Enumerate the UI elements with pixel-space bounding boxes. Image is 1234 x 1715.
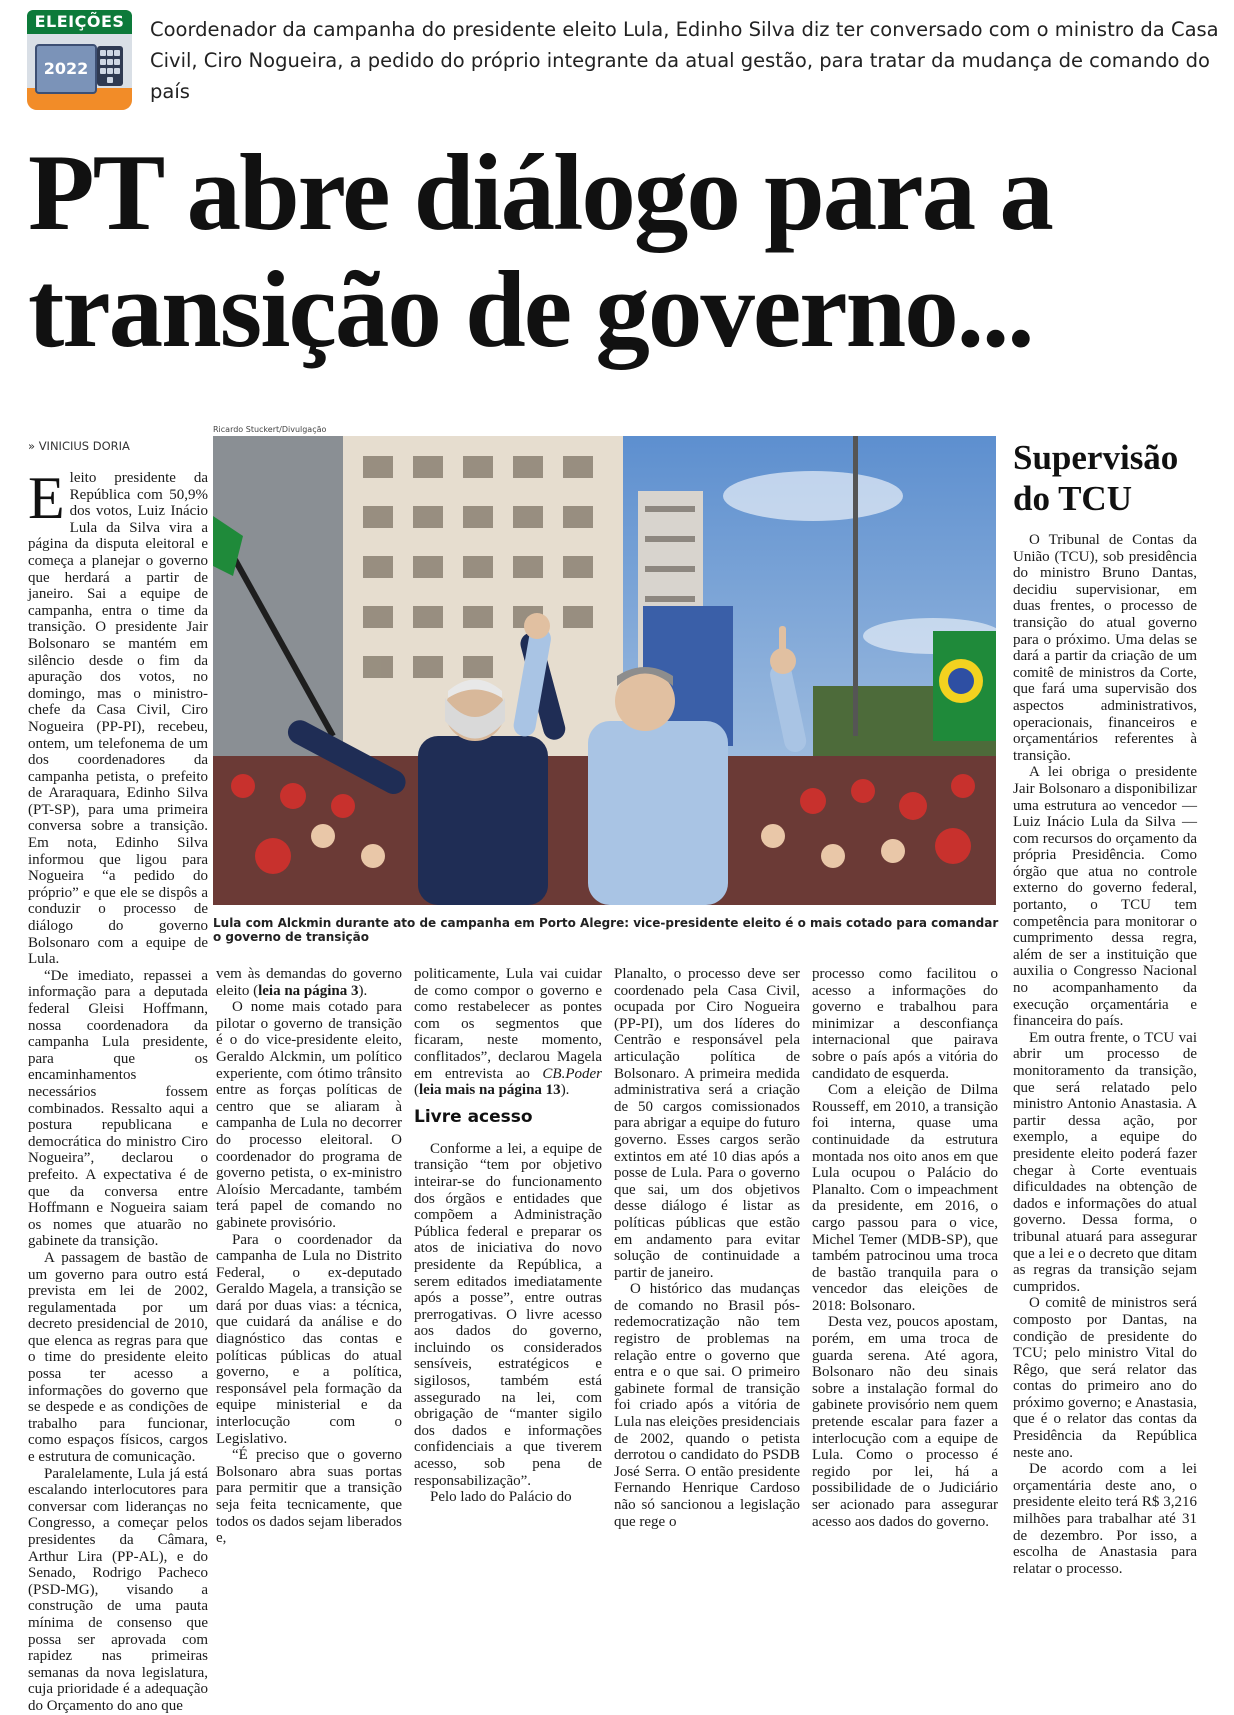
sidebar-paragraph: Em outra frente, o TCU vai abrir um processo de monitoramento da transição, que será relatado pelo ministro Antonio Anastasia. A partir dessa ação, por exemplo, a equipe do presidente eleito poderá fazer chegar à Corte eventuais dificuldades na obtenção de dados e informações do atual governo. Dessa forma, o tribunal atuará para assegurar que a lei e o decreto que ditam as regras da transição sejam cumpridos. bbox=[1013, 1029, 1197, 1295]
article-paragraph: O nome mais cotado para pilotar o governo de transição é o do vice-presidente eleito, Geraldo Alckmin, um político experiente, com ótimo trânsito entre as forças políticas de centro que se aliaram à campanha de Lula no decorrer do processo eleitoral. O coordenador do programa de governo petista, o ex-ministro Aloísio Mercadante, também terá papel de comando no gabinete provisório. bbox=[216, 999, 402, 1231]
article-paragraph: “É preciso que o governo Bolsonaro abra suas portas para permitir que a transição seja feita tecnicamente, que todos os dados sejam liberados e, bbox=[216, 1447, 402, 1547]
photo-credit: Ricardo Stuckert/Divulgação bbox=[213, 425, 327, 434]
article-column-2 bbox=[216, 966, 402, 1547]
sidebar-body bbox=[1013, 532, 1197, 1577]
article-column-3 bbox=[414, 966, 602, 1506]
article-column-5 bbox=[812, 966, 998, 1530]
article-paragraph: vem às demandas do governo eleito (leia na página 3). bbox=[216, 966, 402, 999]
badge-label: ELEIÇÕES bbox=[27, 10, 132, 34]
headline-line-1: PT abre diálogo para a bbox=[28, 132, 1052, 253]
drop-cap: E bbox=[28, 465, 65, 531]
elections-2022-badge bbox=[27, 10, 132, 110]
article-paragraph: Eleito presidente da República com 50,9% dos votos, Luiz Inácio Lula da Silva vira a página da disputa eleitoral e começa a planejar o governo que herdará a partir de janeiro. Sai a equipe de campanha, entra o time da transição. O presidente Jair Bolsonaro se mantém em silêncio desde o fim da apuração dos votos, no domingo, mas o ministro-chefe da Casa Civil, Ciro Nogueira (PP-PI), recebeu, ontem, um telefonema de um dos coordenadores da campanha petista, o prefeito de Araraquara, Edinho Silva (PT-SP), para uma primeira conversa sobre a transição. Em nota, Edinho Silva informou que ligou para Nogueira “a pedido do próprio” e que ele se dispôs a conduzir o processo de diálogo do governo Bolsonaro com a equipe de Lula. bbox=[28, 465, 208, 968]
article-paragraph: A passagem de bastão de um governo para outro está prevista em lei de 2002, regulamentada por um decreto presidencial de 2010, que elenca as regras para que o time do presidente eleito possa ter acesso a informações do governo que se despede e as condições de trabalho para funcionar, como espaços físicos, cargos e estrutura de comunicação. bbox=[28, 1249, 208, 1466]
photo-caption: Lula com Alckmin durante ato de campanha em Porto Alegre: vice-presidente eleito é o mais cotado para comandar o governo de transição bbox=[213, 916, 999, 944]
article-paragraph: Pelo lado do Palácio do bbox=[430, 1489, 572, 1506]
article-column-4 bbox=[614, 966, 800, 1530]
article-paragraph: Com a eleição de Dilma Rousseff, em 2010, a transição foi interna, quase uma continuidade da estrutura montada nos oito anos em que Lula ocupou o Palácio do Planalto. Com o impeachment da presidente, em 2016, o cargo passou para o vice, Michel Temer (MDB-SP), que também patrocinou uma troca de bastão tranquila para o vencedor das eleições de 2018: Bolsonaro. bbox=[812, 1082, 998, 1314]
article-paragraph: processo como facilitou o acesso a informações do governo e trabalhou para minimizar a desconfiança internacional que pairava sobre o país após a vitória do candidato de esquerda. bbox=[812, 966, 998, 1082]
article-paragraph: Conforme a lei, a equipe de transição “tem por objetivo inteirar-se do funcionamento dos órgãos e entidades que compõem a Administração Pública federal e preparar os atos de iniciativa do novo presidente da República, a serem editados imediatamente após a posse”, entre outras prerrogativas. O livre acesso aos dados do governo, incluindo os considerados sensíveis, estratégicos e sigilosos, também está assegurado na lei, com obrigação de “manter sigilo dos dados e informações confidenciais a que tiverem acesso, sob pena de responsabilização”. bbox=[414, 1140, 602, 1489]
standfirst: Coordenador da campanha do presidente eleito Lula, Edinho Silva diz ter conversado com o ministro da Casa Civil, Ciro Nogueira, a pedido do próprio integrante da atual gestão, para tratar da mudança de comando do país bbox=[150, 18, 1219, 103]
sidebar-paragraph: O Tribunal de Contas da União (TCU), sob presidência do ministro Bruno Dantas, decidiu supervisionar, em duas frentes, o processo de transição do atual governo para o próximo. Uma delas se dará a partir da criação de um comitê de ministros da Corte, que fará uma supervisão dos aspectos administrativos, operacionais, financeiros e orçamentários referentes à transição. bbox=[1013, 532, 1197, 764]
byline: » VINICIUS DORIA bbox=[28, 439, 130, 453]
subheading: Livre acesso bbox=[414, 1106, 533, 1127]
article-paragraph: “De imediato, repassei a informação para a deputada federal Gleisi Hoffmann, nossa coordenadora da campanha Lula presidente, para que os encaminhamentos necessários fossem combinados. Ressalto aqui a postura republicana e democrática do ministro Ciro Nogueira”, declarou o prefeito. A expectativa é de que da conversa entre Hoffmann e Nogueira saiam os nomes que atuarão no gabinete da transição. bbox=[28, 967, 208, 1250]
sidebar-title: Supervisão do TCU bbox=[1013, 438, 1179, 518]
headline-line-2: transição de governo... bbox=[28, 249, 1033, 370]
sidebar-paragraph: O comitê de ministros será composto por Dantas, na condição de presidente do TCU; pelo ministro Vital do Rêgo, que será relator das contas do primeiro ano do próximo governo; e Anastasia, que é o relator das contas da Presidência da República neste ano. bbox=[1013, 1295, 1197, 1461]
article-paragraph: O histórico das mudanças de comando no Brasil pós-redemocratização não tem registro de problemas na relação entre o governo que entra e o que sai. O primeiro gabinete formal de transição foi criado após a vitória de Lula nas eleições presidenciais de 2002, quando o petista derrotou o candidato do PSDB José Serra. O então presidente Fernando Henrique Cardoso não só sancionou a legislação que rege o bbox=[614, 1281, 800, 1530]
article-paragraph: politicamente, Lula vai cuidar de como compor o governo e como restabelecer as pontes com os segmentos que ficaram, neste momento, conflitados”, declarou Magela em entrevista ao CB.Poder (leia mais na página 13). bbox=[414, 966, 602, 1099]
campaign-rally-photo bbox=[213, 436, 996, 905]
article-paragraph: Para o coordenador da campanha de Lula no Distrito Federal, o ex-deputado Geraldo Magela, a transição se dará por duas vias: a técnica, que cuidará da análise e do diagnóstico das contas e políticas públicas do atual governo, e a política, responsável pela formação da equipe ministerial e da interlocução com o Legislativo. bbox=[216, 1231, 402, 1447]
ballot-box-icon bbox=[27, 34, 132, 110]
article-paragraph: Planalto, o processo deve ser coordenado pela Casa Civil, ocupada por Ciro Nogueira (PP-PI), um dos líderes do Centrão e responsável pela articulação política de Bolsonaro. A primeira medida administrativa será a criação de 50 cargos comissionados para abrigar a equipe do futuro governo. Esses cargos serão extintos em até 10 dias após a posse de Lula. Para o governo que sai, um dos objetivos desse diálogo é listar as políticas públicas que estão em andamento para evitar solução de continuidade a partir de janeiro. bbox=[614, 966, 800, 1281]
sidebar-paragraph: A lei obriga o presidente Jair Bolsonaro a disponibilizar uma estrutura ao vencedor — Luiz Inácio Lula da Silva — com recursos do orçamento da própria Presidência. Como órgão que atua no controle externo do governo federal, portanto, o TCU tem competência para monitorar o cumprimento dessa regra, além de ser a instituição que auxilia o Congresso Nacional no acompanhamento da execução orçamentária e financeira do país. bbox=[1013, 764, 1197, 1030]
article-paragraph: Paralelamente, Lula já está escalando interlocutores para conversar com lideranças no Congresso, a começar pelos presidentes da Câmara, Arthur Lira (PP-AL), e do Senado, Rodrigo Pacheco (PSD-MG), visando a construção de uma pauta mínima de consenso que possa ser aprovada com rapidez nas primeiras semanas da nova legislatura, cuja prioridade é a adequação do Orçamento do ano que bbox=[28, 1465, 208, 1714]
sidebar-paragraph: De acordo com a lei orçamentária deste ano, o presidente eleito terá R$ 3,216 milhões para trabalhar até 31 de dezembro. Por isso, a escolha de Anastasia para relatar o processo. bbox=[1013, 1461, 1197, 1577]
badge-year: 2022 bbox=[43, 59, 89, 78]
article-column-1 bbox=[28, 465, 208, 1715]
article-paragraph: Desta vez, poucos apostam, porém, em uma troca de guarda serena. Até agora, Bolsonaro não deu sinais sobre a instalação formal do gabinete provisório nem quem pretende escalar para fazer a interlocução com a equipe de Lula. Como o processo é regido por lei, há a possibilidade de o Judiciário ser acionado para assegurar acesso aos dados do governo. bbox=[812, 1314, 998, 1530]
headline bbox=[28, 134, 1218, 368]
